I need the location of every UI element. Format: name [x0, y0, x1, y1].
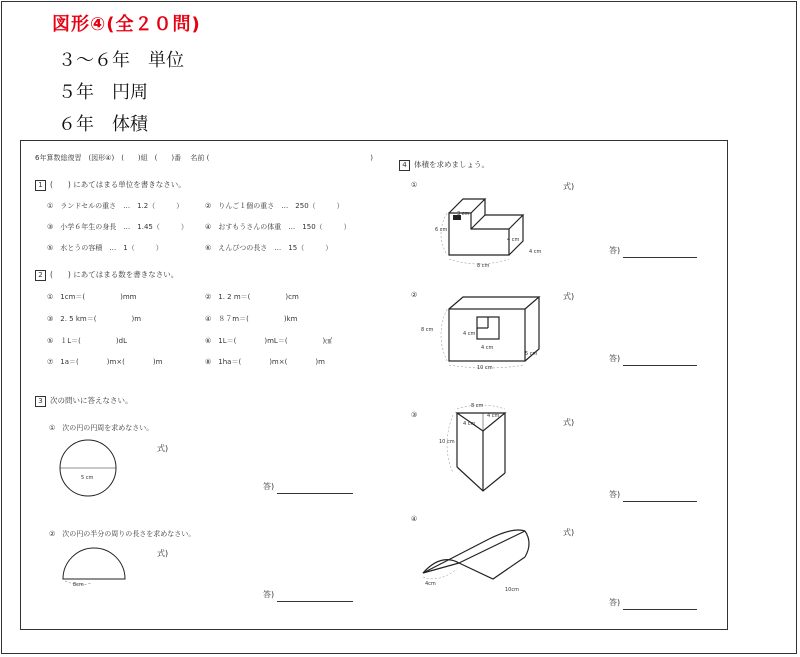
s3-q1-answer-line	[277, 493, 353, 494]
s4-q4-formula-label: 式)	[563, 528, 575, 537]
s1-item-1: ① ランドセルの重さ … 1.2（ ）	[47, 202, 184, 210]
s4-q3-dim-height: 4 cm	[463, 421, 476, 427]
s1-item-4: ④ おすもうさんの体重 … 150（ ）	[205, 223, 351, 231]
s4-q2-dim-depth: 5 cm	[525, 351, 538, 357]
l-shape-prism-figure	[433, 189, 553, 269]
s4-q4-answer-label: 答)	[609, 598, 621, 607]
page-title: 図形④(全２０問)	[52, 14, 201, 35]
s4-q2-dim-bottom: 10 cm	[477, 365, 493, 371]
semicircle-figure	[61, 549, 127, 589]
s3-q1-answer-label: 答)	[263, 482, 275, 491]
s4-q2-number: ②	[411, 291, 418, 299]
section-3-number: 3	[35, 396, 46, 407]
section-4-number: 4	[399, 160, 410, 171]
s4-q2-answer-line	[623, 365, 697, 366]
s4-q3-answer-line	[623, 501, 697, 502]
s4-q4-dim-length: 10cm	[505, 587, 519, 593]
section-2-prompt: ( ) にあてはまる数を書きなさい。	[50, 270, 179, 279]
s4-q1-dim-bottom: 8 cm	[477, 263, 490, 269]
s1-item-5: ⑤ 水とうの容積 … 1（ ）	[47, 244, 163, 252]
s4-q2-dim-hole-w: 4 cm	[481, 345, 494, 351]
s4-q1-formula-label: 式)	[563, 182, 575, 191]
s4-q4-answer-line	[623, 609, 697, 610]
triangular-prism-figure	[445, 397, 545, 493]
s4-q1-dim-mid: 4 cm	[507, 237, 520, 243]
s1-item-6: ⑥ えんぴつの長さ … 15（ ）	[205, 244, 333, 252]
s3-q1-dim: 5 cm	[81, 475, 94, 481]
s3-q2-answer-label: 答)	[263, 590, 275, 599]
s4-q1-answer-label: 答)	[609, 246, 621, 255]
s2-item-2: ② 1. 2 m＝( )cm	[205, 293, 299, 301]
topic-line-1: ３～６年 単位	[58, 50, 184, 71]
s4-q4-number: ④	[411, 515, 418, 523]
s4-q2-dim-hole-h: 4 cm	[463, 331, 476, 337]
s4-q2-answer-label: 答)	[609, 354, 621, 363]
s3-q2-dim: 8cm	[73, 582, 84, 588]
s4-q3-dim-top: 8 cm	[471, 403, 484, 409]
s3-q1-formula-label: 式)	[157, 444, 169, 453]
s4-q1-dim-right: 4 cm	[529, 249, 542, 255]
s4-q3-number: ③	[411, 411, 418, 419]
s2-item-1: ① 1cm＝( )mm	[47, 293, 137, 301]
circle-figure	[59, 439, 119, 499]
section-1-heading	[35, 179, 186, 191]
s3-q2-text: ② 次の円の半分の周りの長さを求めなさい。	[49, 530, 196, 538]
s3-q1-text: ① 次の円の円周を求めなさい。	[49, 424, 154, 432]
topic-line-3: ６年 体積	[58, 114, 148, 135]
s4-q1-dim-left: 6 cm	[435, 227, 448, 233]
s4-q3-formula-label: 式)	[563, 418, 575, 427]
s4-q4-dim-radius: 4cm	[425, 581, 436, 587]
s4-q3-dim-length: 10 cm	[439, 439, 455, 445]
s4-q1-number: ①	[411, 181, 418, 189]
s2-item-3: ③ 2. 5 km＝( )m	[47, 315, 142, 323]
s4-q2-dim-left: 8 cm	[421, 327, 434, 333]
section-3-prompt: 次の問いに答えなさい。	[50, 396, 133, 405]
section-1-number: 1	[35, 180, 46, 191]
s3-q2-answer-line	[277, 601, 353, 602]
s4-q1-dim-top: 3 cm	[457, 211, 470, 217]
s2-item-4: ④ ８７m＝( )km	[205, 315, 298, 323]
s4-q1-answer-line	[623, 257, 697, 258]
section-3-heading	[35, 395, 133, 407]
s2-item-7: ⑦ 1a＝( )m×( )m	[47, 358, 163, 366]
section-1-prompt: ( ) にあてはまる単位を書きなさい。	[50, 180, 186, 189]
s1-item-3: ③ 小学６年生の身長 … 1.45（ ）	[47, 223, 188, 231]
hollow-box-figure	[433, 293, 553, 369]
half-cylinder-figure	[417, 529, 533, 589]
s3-q2-formula-label: 式)	[157, 549, 169, 558]
s4-q3-dim-side: 4 cm	[487, 413, 500, 419]
section-2-heading	[35, 269, 178, 281]
s2-item-6: ⑥ 1L＝( )mL＝( )㎤	[205, 337, 333, 345]
s1-item-2: ② りんご１個の重さ … 250（ ）	[205, 202, 344, 210]
section-2-number: 2	[35, 270, 46, 281]
s4-q3-answer-label: 答)	[609, 490, 621, 499]
worksheet-header: 6年算数総復習 (図形④) ( )組 ( )番 名前 ( )	[35, 154, 374, 162]
s2-item-8: ⑧ 1ha＝( )m×( )m	[205, 358, 325, 366]
s4-q2-formula-label: 式)	[563, 292, 575, 301]
section-4-heading	[399, 159, 489, 171]
topic-line-2: ５年 円周	[58, 82, 148, 103]
section-4-prompt: 体積を求めましょう。	[414, 160, 489, 169]
s2-item-5: ⑤ １L＝( )dL	[47, 337, 127, 345]
worksheet	[20, 140, 728, 630]
